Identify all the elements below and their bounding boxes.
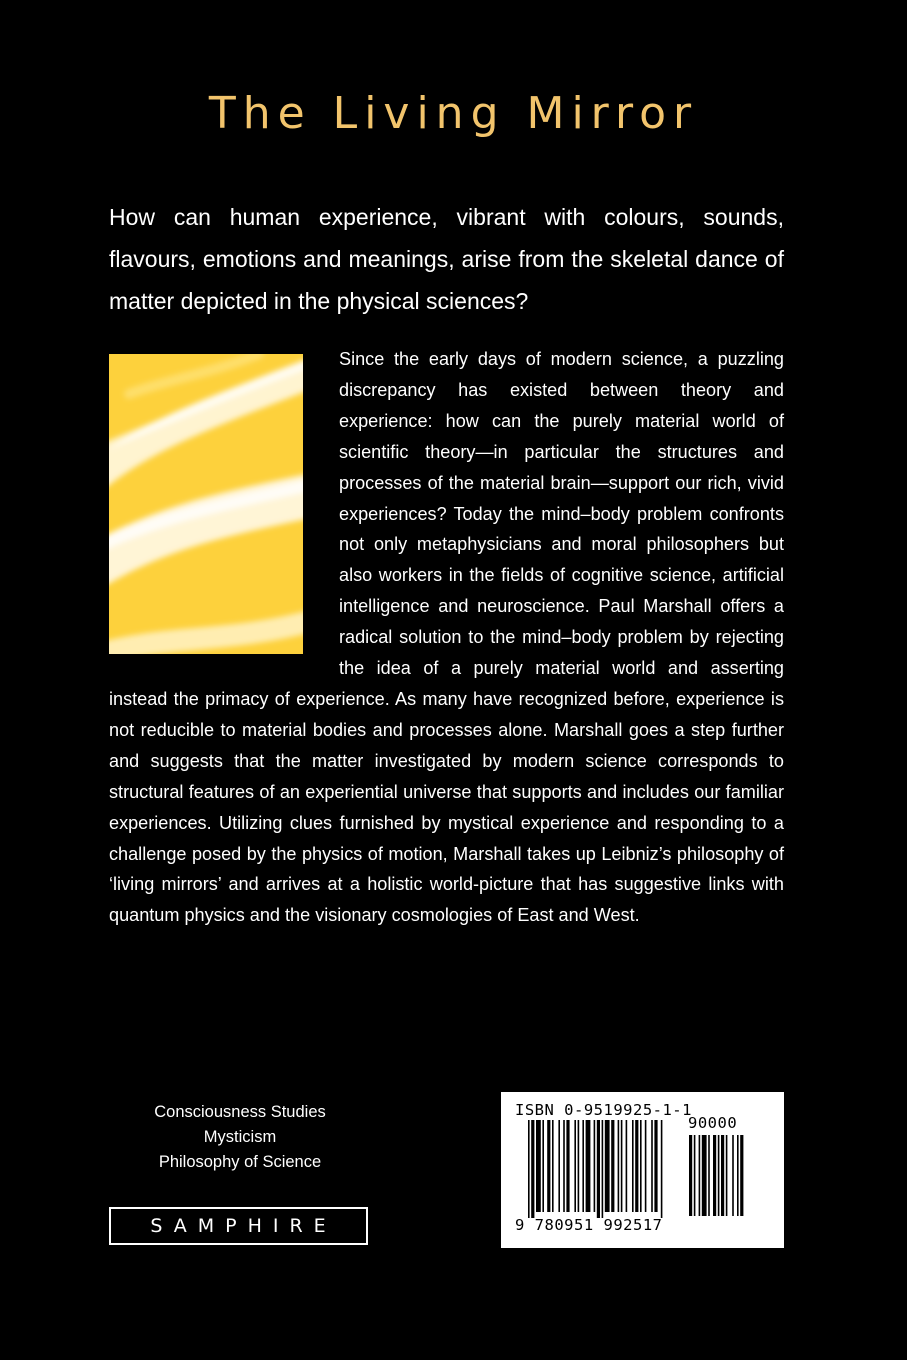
barcode-bar	[536, 1120, 541, 1212]
publisher-logo: SAMPHIRE	[109, 1207, 368, 1245]
barcode-addon-bar	[708, 1135, 710, 1216]
blurb-block	[109, 344, 784, 931]
cover-art-image	[109, 354, 303, 654]
isbn-label: ISBN 0-9519925-1-1	[515, 1101, 692, 1119]
barcode-bar	[582, 1120, 584, 1212]
barcode-bar	[661, 1120, 663, 1218]
barcode-bar	[611, 1120, 614, 1212]
barcode-bar	[645, 1120, 647, 1212]
barcode-addon-bar	[699, 1135, 701, 1216]
subject-item: Philosophy of Science	[158, 1153, 322, 1171]
barcode-bar	[635, 1120, 638, 1212]
barcode-bar	[542, 1120, 544, 1212]
barcode-bar	[574, 1120, 576, 1212]
barcode-bar	[566, 1120, 569, 1212]
barcode-addon-bar	[713, 1135, 716, 1216]
barcode-addon-bar	[740, 1135, 743, 1216]
subject-item: Consciousness Studies	[154, 1103, 326, 1121]
barcode-addon-bar	[726, 1135, 728, 1216]
barcode-addon-bar	[721, 1135, 724, 1216]
barcode-bar	[605, 1120, 610, 1212]
barcode-addon-bar	[694, 1135, 696, 1216]
barcode-bar	[621, 1120, 623, 1212]
barcode-bar	[651, 1120, 653, 1212]
book-title: The Living Mirror	[208, 88, 699, 139]
price-addon-label: 90000	[688, 1114, 738, 1132]
barcode-bar	[547, 1120, 550, 1212]
barcode-bar	[640, 1120, 642, 1212]
barcode-addon-bar	[689, 1135, 692, 1216]
barcode-bar	[578, 1120, 580, 1212]
barcode-bar	[558, 1120, 560, 1212]
barcode-bar	[602, 1120, 604, 1218]
barcode-bar	[531, 1120, 534, 1218]
barcode-bar	[586, 1120, 591, 1212]
blurb-text: Since the early days of modern science, a puzzling discrepancy has existed between theory and experience: how can the purely material world of scientific theory—in particular the structures and processes of the material brain—support our rich, vivid experiences? Today the mind–body problem confronts not only metaphysicians and moral philosophers but also workers in the fields of cognitive science, artificial intelligence and neuroscience. Paul Marshall offers a radical solution to the mind–body problem by rejecting the idea of a purely material world and asserting instead the primacy of experience. As many have recognized before, experience is not reducible to material bodies and processes alone. Marshall goes a step further and suggests that the matter investigated by modern science corresponds to structural features of an experiential universe that supports and includes our familiar experiences. Utilizing clues furnished by mystical experience and responding to a challenge posed by the physics of motion, Marshall takes up Leibniz’s philosophy of ‘living mirrors’ and arrives at a holistic world-picture that has suggestive links with quantum physics and the visionary cosmologies of East and West.	[109, 349, 784, 926]
ean-digits: 9 780951 992517	[515, 1216, 663, 1234]
barcode-bar	[654, 1120, 657, 1212]
barcode-bar	[594, 1120, 596, 1212]
barcode-bar	[528, 1120, 530, 1218]
barcode-addon-bar	[718, 1135, 720, 1216]
barcode-bar	[597, 1120, 600, 1218]
barcode-bar	[552, 1120, 554, 1212]
cover-art-graphic	[109, 354, 303, 654]
barcode-bar	[563, 1120, 565, 1212]
barcode-addon-bar	[737, 1135, 739, 1216]
subject-list	[109, 1100, 371, 1175]
barcode-bar	[626, 1120, 628, 1212]
lead-question: How can human experience, vibrant with colours, sounds, flavours, emotions and meanings, arise from the skeletal dance of matter depicted in the physical sciences?	[109, 204, 784, 314]
isbn-barcode	[501, 1092, 784, 1248]
barcode-addon-bar	[732, 1135, 734, 1216]
barcode-addon-bar	[702, 1135, 707, 1216]
barcode-bar	[632, 1120, 634, 1212]
barcode-bar	[618, 1120, 620, 1212]
subject-item: Mysticism	[203, 1128, 277, 1146]
